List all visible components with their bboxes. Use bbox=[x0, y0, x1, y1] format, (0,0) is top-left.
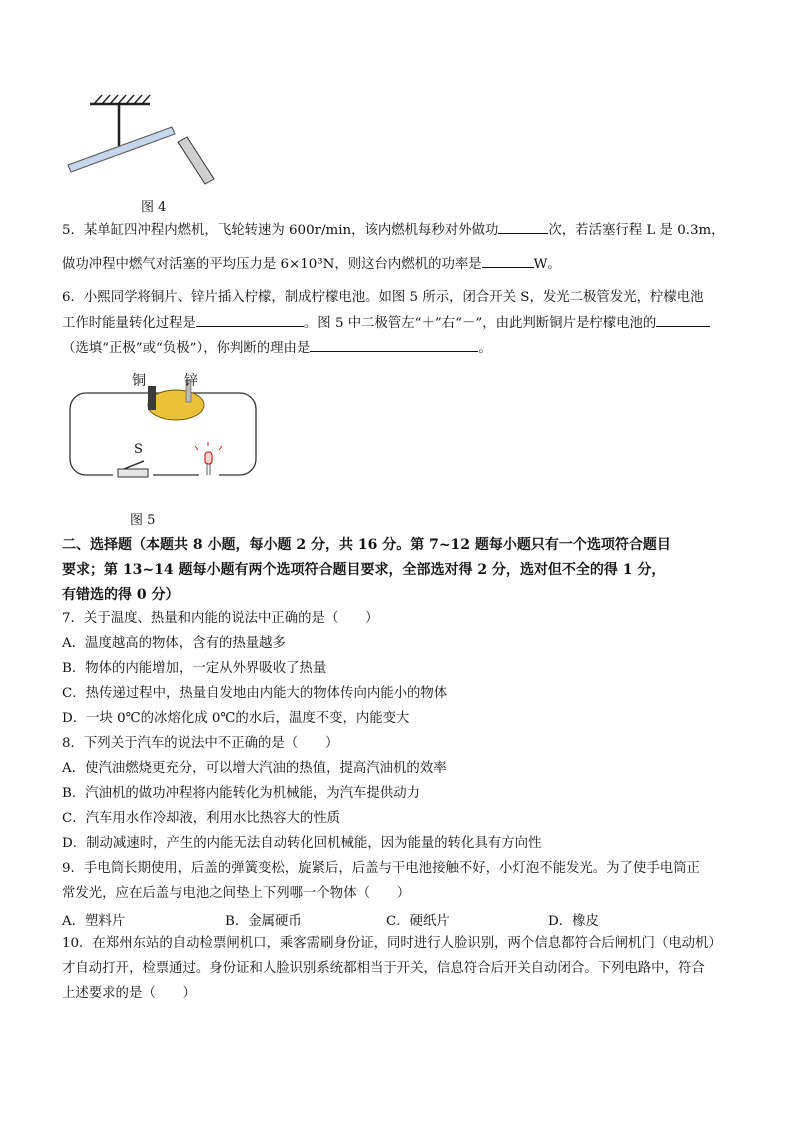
lemon-battery-circuit-diagram bbox=[66, 368, 262, 488]
question-5-line-1 bbox=[62, 221, 725, 240]
section-2-heading-line-2: 要求；第 13~14 题每小题有两个选项符合题目要求，全部选对得 2 分，选对但不全的得 1 分， bbox=[62, 562, 666, 578]
question-6-line-3 bbox=[62, 339, 492, 358]
q8-option-c[interactable]: C．汽车用水作冷却液，利用水比热容大的性质 bbox=[62, 811, 341, 826]
q5-text-a: 5．某单缸四冲程内燃机，飞轮转速为 600r/min，该内燃机每秒对外做功 bbox=[62, 223, 499, 238]
figure-4-caption: 图 4 bbox=[141, 200, 167, 215]
question-9-line-1: 9．手电筒长期使用，后盖的弹簧变松，旋紧后，后盖与干电池接触不好，小灯泡不能发光。为了使手电筒正 bbox=[62, 861, 700, 876]
q6-text-c: （选填“正极”或“负极”），你判断的理由是 bbox=[62, 341, 311, 356]
q8-option-b[interactable]: B．汽油机的做功冲程将内能转化为机械能，为汽车提供动力 bbox=[62, 786, 420, 801]
q7-option-a[interactable]: A．温度越高的物体，含有的热量越多 bbox=[62, 636, 286, 651]
question-9-line-2: 常发光，应在后盖与电池之间垫上下列哪一个物体（ ） bbox=[62, 886, 411, 901]
figure-5 bbox=[66, 368, 262, 488]
q9-option-d[interactable]: D．橡皮 bbox=[548, 914, 599, 929]
q6-text-b: 。图 5 中二极管左“＋”右“－”，由此判断铜片是柠檬电池的 bbox=[303, 316, 657, 331]
q5-blank-1[interactable] bbox=[498, 221, 548, 234]
q5-blank-2[interactable] bbox=[482, 255, 534, 268]
question-10-line-3: 上述要求的是（ ） bbox=[62, 986, 196, 1001]
q7-option-d[interactable]: D．一块 0℃的冰熔化成 0℃的水后，温度不变，内能变大 bbox=[62, 711, 410, 726]
q6-blank-2[interactable] bbox=[656, 314, 710, 327]
question-5-line-2 bbox=[62, 255, 561, 274]
q8-option-a[interactable]: A．使汽油燃烧更充分，可以增大汽油的热值，提高汽油机的效率 bbox=[62, 761, 447, 776]
q7-option-c[interactable]: C．热传递过程中，热量自发地由内能大的物体传向内能小的物体 bbox=[62, 686, 448, 701]
section-2-heading-line-1: 二、选择题（本题共 8 小题，每小题 2 分，共 16 分。第 7~12 题每小题只有一个选项符合题目 bbox=[62, 537, 671, 553]
switch-label: S bbox=[134, 442, 143, 457]
question-10-line-1: 10．在郑州东站的自动检票闸机口，乘客需刷身份证，同时进行人脸识别，两个信息都符合后闸机门（电动机） bbox=[62, 936, 722, 951]
question-7-stem: 7．关于温度、热量和内能的说法中正确的是（ ） bbox=[62, 611, 379, 626]
question-8-stem: 8．下列关于汽车的说法中不正确的是（ ） bbox=[62, 736, 339, 751]
q8-option-d[interactable]: D．制动减速时，产生的内能无法自动转化回机械能，因为能量的转化具有方向性 bbox=[62, 836, 542, 851]
q6-text-a: 工作时能量转化过程是 bbox=[62, 316, 196, 331]
q9-option-c[interactable]: C．硬纸片 bbox=[386, 914, 450, 929]
q6-blank-1[interactable] bbox=[196, 314, 304, 327]
q5-text-b: 次，若活塞行程 L 是 0.3m， bbox=[548, 223, 725, 238]
section-2-heading-line-3: 有错选的得 0 分） bbox=[62, 587, 180, 603]
q7-option-b[interactable]: B．物体的内能增加，一定从外界吸收了热量 bbox=[62, 661, 327, 676]
q9-option-b[interactable]: B．金属硬币 bbox=[225, 914, 302, 929]
question-6-line-2 bbox=[62, 314, 710, 333]
q9-option-a[interactable]: A．塑料片 bbox=[62, 914, 126, 929]
question-6-line-1: 6．小熙同学将铜片、锌片插入柠檬，制成柠檬电池。如图 5 所示，闭合开关 S，发光二极管发光，柠檬电池 bbox=[62, 290, 704, 305]
figure-5-caption: 图 5 bbox=[130, 513, 156, 528]
question-10-line-2: 才自动打开，检票通过。身份证和人脸识别系统都相当于开关，信息符合后开关自动闭合。下列电路中，符合 bbox=[62, 961, 705, 976]
copper-label: 铜 bbox=[132, 373, 146, 389]
q5-text-d: W。 bbox=[533, 257, 561, 272]
q6-blank-3[interactable] bbox=[310, 339, 478, 352]
zinc-label: 锌 bbox=[184, 373, 198, 389]
q5-text-c: 做功冲程中燃气对活塞的平均压力是 6×10³N，则这台内燃机的功率是 bbox=[62, 257, 482, 272]
q6-text-d: 。 bbox=[478, 341, 492, 356]
figure-4-diagram bbox=[62, 92, 232, 192]
